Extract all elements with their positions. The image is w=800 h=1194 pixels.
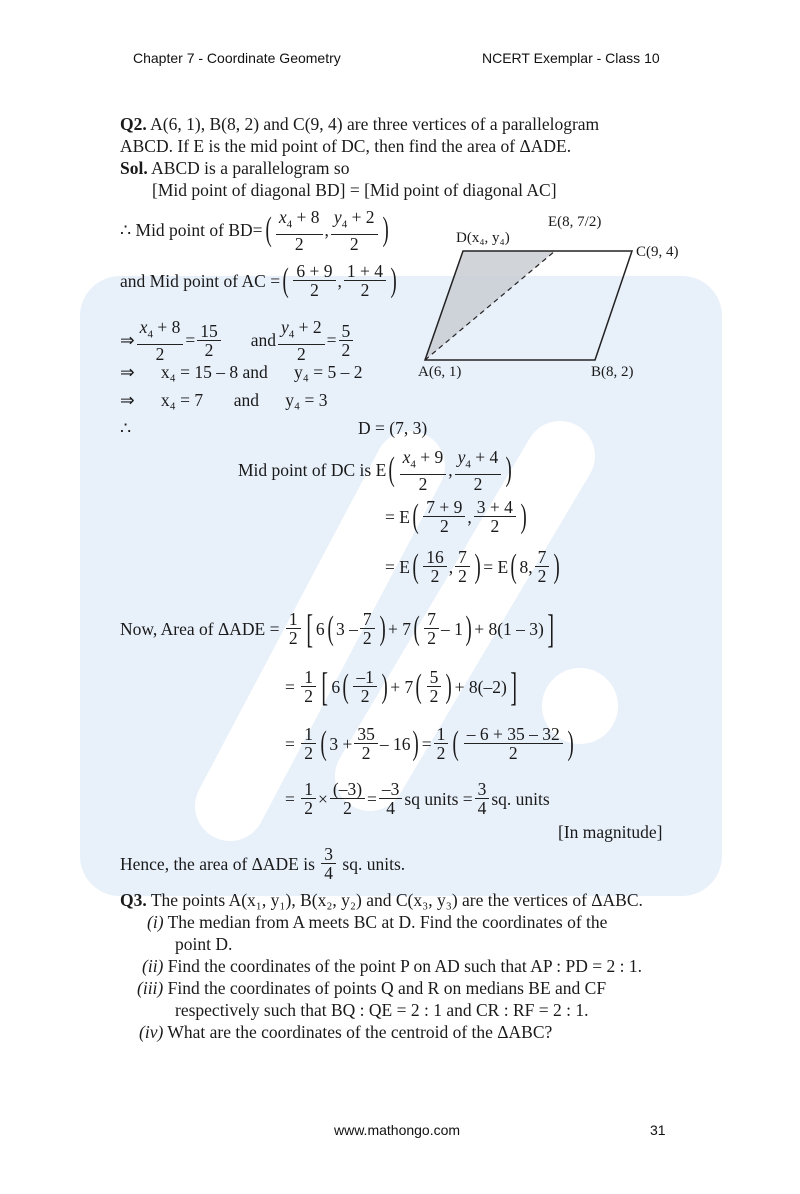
mid-bd-eq: ∴ Mid point of BD= ( $\frac{x_4 + 8}{2}$ , $\frac{y_4 + 2}{2}$ ): [120, 207, 389, 254]
mid-dc-label: Mid point of DC is E: [238, 460, 387, 481]
label-b: B(8, 2): [591, 364, 634, 380]
q3-label: Q3.: [120, 890, 147, 910]
q2-line2: ABCD. If E is the mid point of DC, then find the area of ΔADE.: [120, 136, 572, 156]
therefore-symbol: ∴: [120, 418, 132, 438]
q3-part-iii-cont: respectively such that BQ : QE = 2 : 1 and CR : RF = 2 : 1.: [175, 1000, 589, 1020]
q3-part-iv: [139, 1022, 552, 1042]
chapter-title: Chapter 7 - Coordinate Geometry: [133, 50, 341, 66]
step2-eq: ⇒ x₄ = 15 – 8 and y₄ = 5 – 2: [120, 362, 363, 382]
area-eq2: = $\frac{1}{2}$ [ 6 ( $\frac{-1}{2}$ ) + 7 ( $\frac{5}{2}$ ) + 8(–2) ]: [285, 663, 517, 709]
area-label: Now, Area of ΔADE =: [120, 618, 280, 639]
mid-dc-step2: = E ( $\frac{7 + 9}{2}$ , $\frac{3 + 4}{2}$ ): [385, 497, 527, 536]
part-number: (iv): [139, 1022, 164, 1042]
mid-dc-step3: = E ( $\frac{16}{2}$ , $\frac{7}{2}$ ) = E ( 8, $\frac{7}{2}$ ): [385, 547, 561, 586]
book-title: NCERT Exemplar - Class 10: [482, 50, 660, 66]
q2-conclusion: Hence, the area of ΔADE is $\frac{3}{4}$ sq. units.: [120, 844, 406, 883]
q3-part-ii: [142, 956, 642, 976]
part-text: The median from A meets BC at D. Find the coordinates of the: [167, 912, 608, 932]
part-number: (iii): [137, 978, 164, 998]
sq-units-text2: sq. units: [491, 788, 550, 809]
area-eq4: = $\frac{1}{2}$ × $\frac{(-3)}{2}$ = $\frac{-3}{4}$ sq units = $\frac{3}{4}$ sq. units: [285, 779, 550, 818]
q2-text: A(6, 1), B(8, 2) and C(9, 4) are three vertices of a parallelogram: [150, 114, 600, 134]
mid-bd-label: ∴ Mid point of BD=: [120, 220, 263, 241]
q3-stem: [120, 890, 643, 910]
solution-line1: [120, 158, 349, 178]
sol-label: Sol.: [120, 158, 148, 178]
q3-text: The points A(x₁, y₁), B(x₂, y₂) and C(x₃, y₃) are the vertices of ΔABC.: [150, 890, 643, 910]
q2-line1: [120, 114, 599, 134]
label-c: C(9, 4): [636, 244, 679, 260]
step1-eq: ⇒ $\frac{x_4 + 8}{2}$ = $\frac{15}{2}$ and $\frac{y_4 + 2}{2}$ = $\frac{5}{2}$: [120, 318, 355, 363]
area-eq3: = $\frac{1}{2}$ ( 3 + $\frac{35}{2}$ – 16 ) = $\frac{1}{2}$ ( $\frac{- 6 + 35 - 32}{2}$ ): [285, 724, 574, 763]
solution-line2: [Mid point of diagonal BD] = [Mid point of diagonal AC]: [152, 180, 557, 200]
page-number: 31: [650, 1122, 666, 1138]
conclusion-pre: Hence, the area of ΔADE is: [120, 853, 315, 874]
part-text: Find the coordinates of points Q and R on medians BE and CF: [167, 978, 607, 998]
part-text: What are the coordinates of the centroid of the ΔABC?: [167, 1022, 553, 1042]
part-text: Find the coordinates of the point P on AD such that AP : PD = 2 : 1.: [167, 956, 643, 976]
q2-label: Q2.: [120, 114, 147, 134]
part-number: (ii): [142, 956, 164, 976]
label-e: E(8, 7/2): [548, 214, 602, 230]
step3-eq: ⇒ x₄ = 7 and y₄ = 3: [120, 390, 328, 410]
in-magnitude-note: [In magnitude]: [558, 822, 663, 842]
q3-part-i: [147, 912, 607, 932]
mid-ac-label: and Mid point of AC =: [120, 270, 281, 291]
implies-symbol: ⇒: [120, 330, 135, 351]
q3-part-iii: [137, 978, 606, 998]
area-eq1: Now, Area of ΔADE = $\frac{1}{2}$ [ 6 ( 3 – $\frac{7}{2}$ ) + 7 ( $\frac{7}{2}$ – 1 ) + 8(1 – 3) ]: [120, 605, 554, 651]
label-a: A(6, 1): [418, 364, 462, 380]
d-result: D = (7, 3): [358, 418, 428, 438]
website-link[interactable]: www.mathongo.com: [334, 1122, 461, 1138]
and-text: and: [250, 330, 276, 351]
label-d: D(x₄, y₄): [456, 230, 510, 246]
sol-text: ABCD is a parallelogram so: [151, 158, 350, 178]
sq-units-text: sq units =: [404, 788, 473, 809]
part-number: (i): [147, 912, 164, 932]
q3-part-i-cont: point D.: [175, 934, 233, 954]
mid-ac-eq: and Mid point of AC = ( $\frac{6 + 9}{2}$ , $\frac{1 + 4}{2}$ ): [120, 261, 397, 300]
conclusion-post: sq. units.: [342, 853, 406, 874]
mid-dc-eq: Mid point of DC is E ( $\frac{x_4 + 9}{2}$ , $\frac{y_4 + 4}{2}$ ): [238, 447, 513, 494]
